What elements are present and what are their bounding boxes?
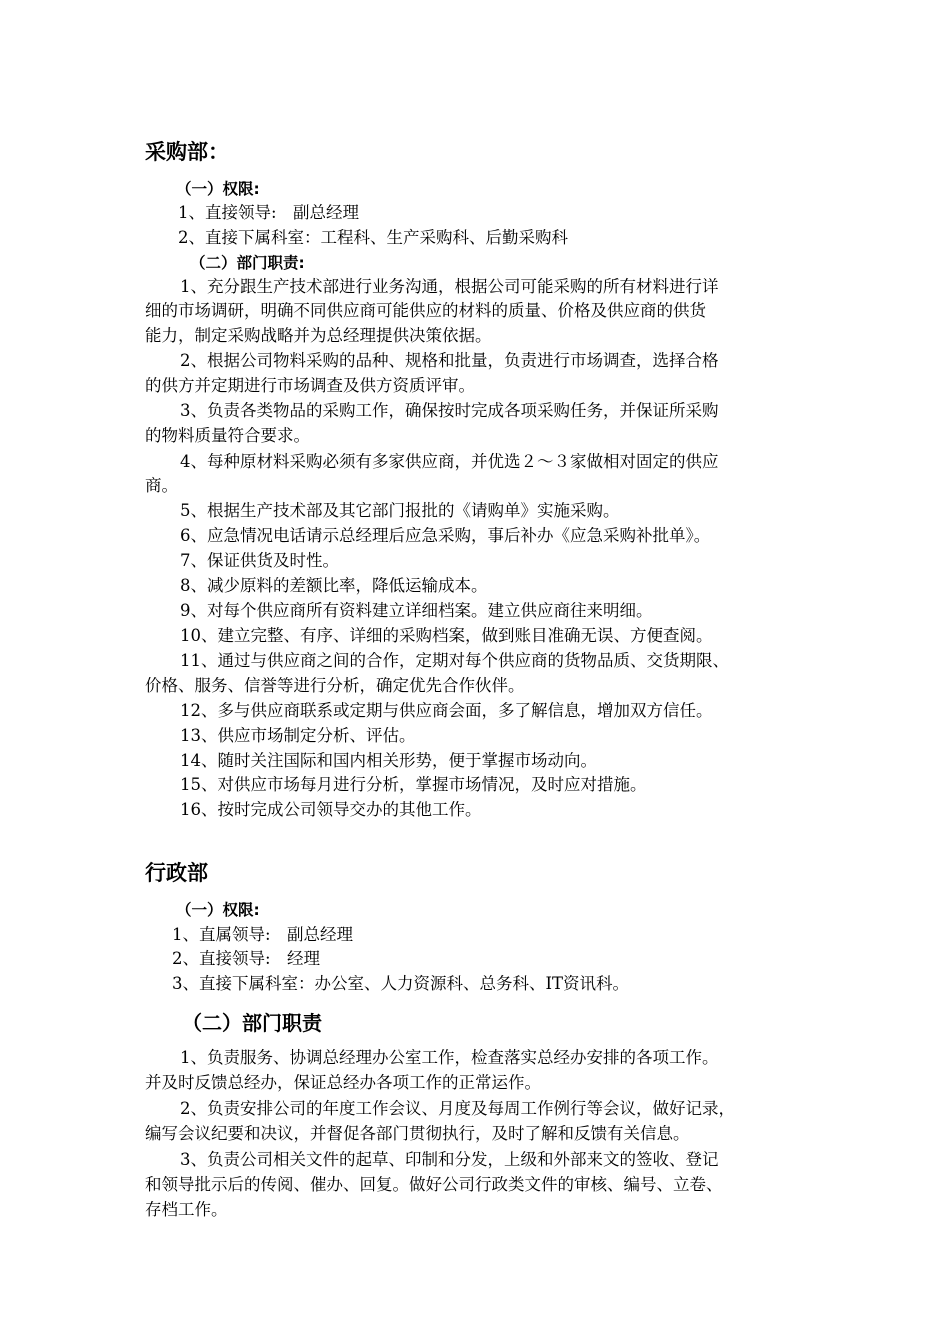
purchasing-duty-line: 2、根据公司物料采购的品种、规格和批量，负责进行市场调查，选择合格 xyxy=(180,351,719,370)
purchasing-duty-line: 3、负责各类物品的采购工作，确保按时完成各项采购任务，并保证所采购 xyxy=(180,401,719,420)
purchasing-duty-line: 7、保证供货及时性。 xyxy=(180,551,339,570)
administration-duty-line: 2、负责安排公司的年度工作会议、月度及每周工作例行等会议，做好记录， xyxy=(180,1099,735,1118)
purchasing-duty-line: 能力，制定采购战略并为总经理提供决策依据。 xyxy=(145,326,492,345)
administration-authority-item: 3、直接下属科室：办公室、人力资源科、总务科、IT资讯科。 xyxy=(172,974,630,993)
administration-duty-line: 并及时反馈总经办，保证总经办各项工作的正常运作。 xyxy=(145,1073,541,1092)
purchasing-duty-line: 1、充分跟生产技术部进行业务沟通，根据公司可能采购的所有材料进行详 xyxy=(180,277,719,296)
purchasing-authority-item: 1、直接领导: 副总经理 xyxy=(178,203,360,222)
administration-duty-line: 3、负责公司相关文件的起草、印制和分发，上级和外部来文的签收、登记 xyxy=(180,1150,719,1169)
administration-duties-heading: （二）部门职责 xyxy=(182,1011,322,1035)
purchasing-duty-line: 的物料质量符合要求。 xyxy=(145,426,310,445)
purchasing-duty-line: 商。 xyxy=(145,476,178,495)
purchasing-duty-line: 9、对每个供应商所有资料建立详细档案。建立供应商往来明细。 xyxy=(180,601,653,620)
purchasing-duty-line: 14、随时关注国际和国内相关形势，便于掌握市场动向。 xyxy=(180,751,597,770)
administration-authority-item: 1、直属领导: 副总经理 xyxy=(172,925,354,944)
purchasing-duty-line: 16、按时完成公司领导交办的其他工作。 xyxy=(180,800,482,819)
purchasing-duty-line: 5、根据生产技术部及其它部门报批的《请购单》实施采购。 xyxy=(180,501,620,520)
administration-authority-item: 2、直接领导: 经理 xyxy=(172,949,321,968)
administration-duty-line: 和领导批示后的传阅、催办、回复。做好公司行政类文件的审核、编号、立卷、 xyxy=(145,1175,723,1194)
purchasing-authority-heading: （一）权限: xyxy=(176,180,260,198)
purchasing-duty-line: 8、减少原料的差额比率，降低运输成本。 xyxy=(180,576,488,595)
administration-authority-heading: （一）权限: xyxy=(176,901,260,919)
administration-title: 行政部 xyxy=(145,861,208,885)
purchasing-authority-item: 2、直接下属科室：工程科、生产采购科、后勤采购科 xyxy=(178,228,568,247)
purchasing-title: 采购部： xyxy=(145,140,229,164)
purchasing-duty-line: 细的市场调研，明确不同供应商可能供应的材料的质量、价格及供应商的供货 xyxy=(145,301,706,320)
purchasing-duty-line: 的供方并定期进行市场调查及供方资质评审。 xyxy=(145,376,475,395)
purchasing-duties-heading: （二）部门职责: xyxy=(190,254,305,272)
administration-duty-line: 编写会议纪要和决议，并督促各部门贯彻执行，及时了解和反馈有关信息。 xyxy=(145,1124,690,1143)
purchasing-duty-line: 15、对供应市场每月进行分析，掌握市场情况，及时应对措施。 xyxy=(180,775,647,794)
purchasing-duty-line: 12、多与供应商联系或定期与供应商会面，多了解信息，增加双方信任。 xyxy=(180,701,713,720)
purchasing-duty-line: 4、每种原材料采购必须有多家供应商，并优选２～３家做相对固定的供应 xyxy=(180,452,719,471)
purchasing-duty-line: 价格、服务、信誉等进行分析，确定优先合作伙伴。 xyxy=(145,676,525,695)
administration-duty-line: 存档工作。 xyxy=(145,1200,228,1219)
administration-duty-line: 1、负责服务、协调总经理办公室工作，检查落实总经办安排的各项工作。 xyxy=(180,1048,719,1067)
purchasing-duty-line: 11、通过与供应商之间的合作，定期对每个供应商的货物品质、交货期限、 xyxy=(180,651,729,670)
purchasing-duty-line: 6、应急情况电话请示总经理后应急采购，事后补办《应急采购补批单》。 xyxy=(180,526,711,545)
purchasing-duty-line: 10、建立完整、有序、详细的采购档案，做到账目准确无误、方便查阅。 xyxy=(180,626,713,645)
purchasing-duty-line: 13、供应市场制定分析、评估。 xyxy=(180,726,416,745)
